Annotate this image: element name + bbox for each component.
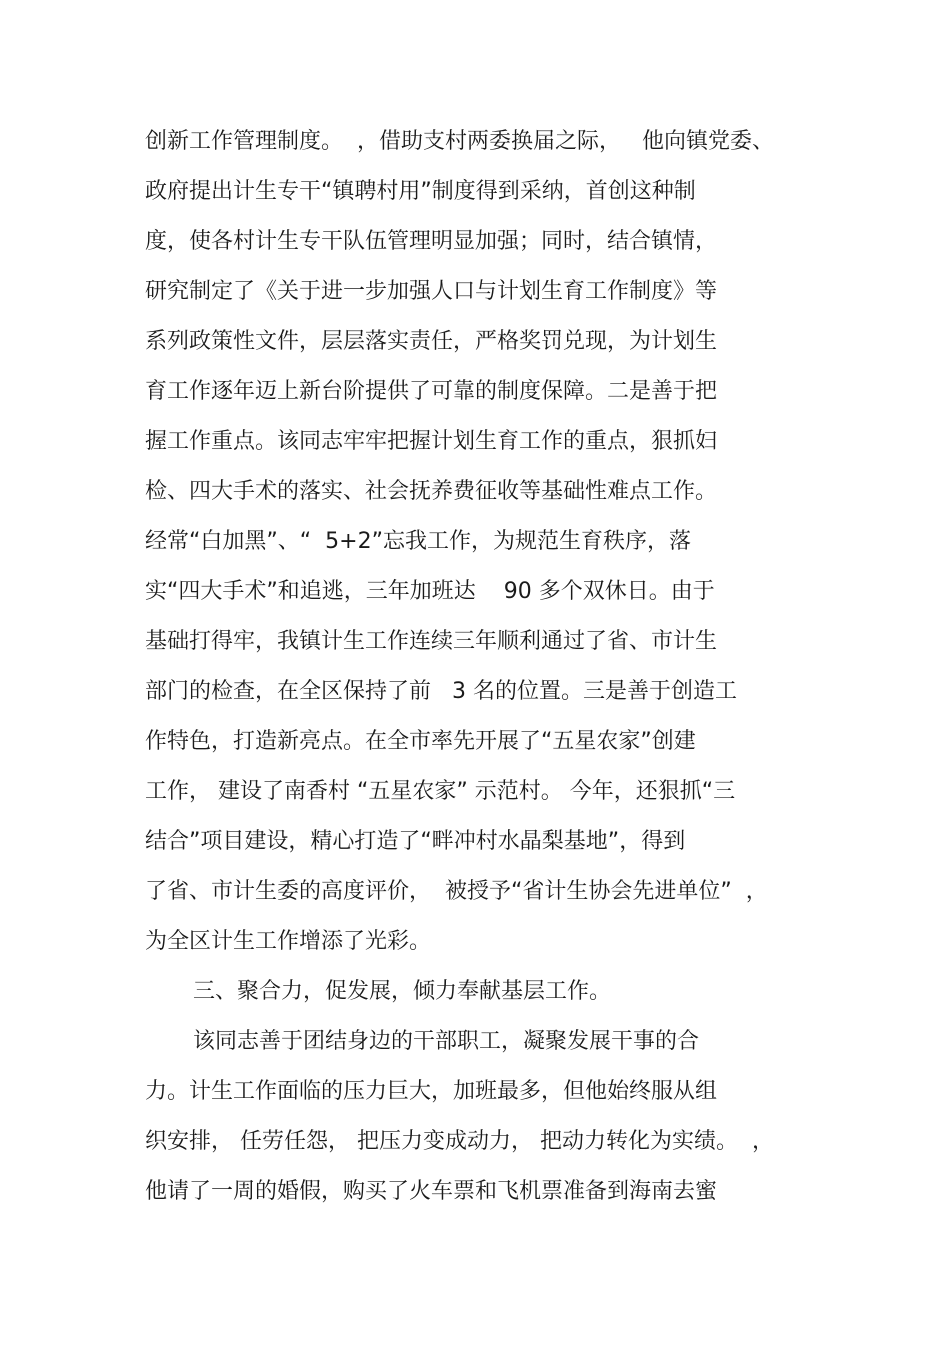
text-line: 度，使各村计生专干队伍管理明显加强；同时，结合镇情，	[145, 229, 718, 254]
text-line: 了省、市计生委的高度评价， 被授予“省计生协会先进单位” ，	[145, 879, 768, 904]
text-line: 工作， 建设了南香村 “五星农家” 示范村。 今年，还狠抓“三	[145, 779, 736, 804]
text-line: 织安排， 任劳任怨， 把压力变成动力， 把动力转化为实绩。 ，	[145, 1129, 774, 1154]
text-line: 经常“白加黑”、“ 5+2”忘我工作，为规范生育秩序，落	[145, 529, 692, 554]
text-line: 育工作逐年迈上新台阶提供了可靠的制度保障。二是善于把	[145, 379, 718, 404]
text-line: 力。计生工作面临的压力巨大，加班最多，但他始终服从组	[145, 1079, 718, 1104]
text-line: 政府提出计生专干“镇聘村用”制度得到采纳，首创这种制	[145, 179, 696, 204]
text-line: 为全区计生工作增添了光彩。	[145, 929, 432, 954]
text-line: 创新工作管理制度。 ，借助支村两委换届之际， 他向镇党委、	[145, 129, 774, 154]
text-line: 研究制定了《关于进一步加强人口与计划生育工作制度》等	[145, 279, 718, 304]
text-line: 系列政策性文件，层层落实责任，严格奖罚兑现，为计划生	[145, 329, 718, 354]
text-line: 他请了一周的婚假，购买了火车票和飞机票准备到海南去蜜	[145, 1179, 718, 1204]
text-line: 检、四大手术的落实、社会抚养费征收等基础性难点工作。	[145, 479, 718, 504]
section-heading: 三、聚合力，促发展，倾力奉献基层工作。	[193, 979, 612, 1004]
text-line: 作特色，打造新亮点。在全市率先开展了“五星农家”创建	[145, 729, 696, 754]
text-line: 该同志善于团结身边的干部职工，凝聚发展干事的合	[193, 1029, 700, 1054]
text-line: 结合”项目建设，精心打造了“畔冲村水晶梨基地”，得到	[145, 829, 686, 854]
text-line: 握工作重点。该同志牢牢把握计划生育工作的重点，狠抓妇	[145, 429, 718, 454]
text-line: 实“四大手术”和追逃，三年加班达 90 多个双休日。由于	[145, 579, 715, 604]
text-line: 基础打得牢，我镇计生工作连续三年顺利通过了省、市计生	[145, 629, 718, 654]
text-line: 部门的检查，在全区保持了前 3 名的位置。三是善于创造工	[145, 679, 737, 704]
